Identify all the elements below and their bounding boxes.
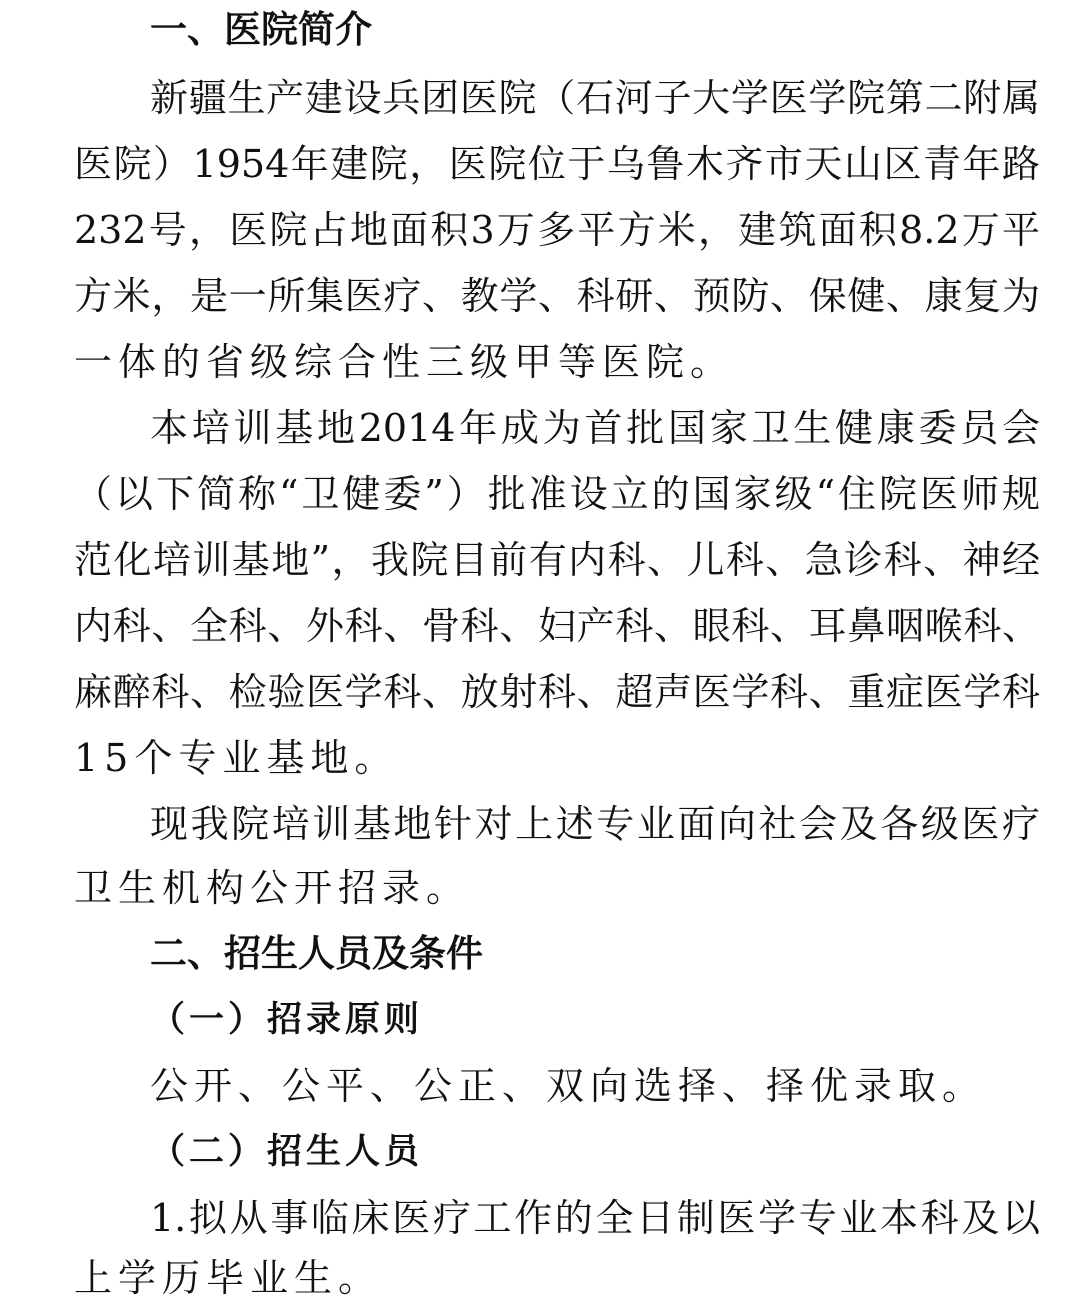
paragraph-line: 现我院培训基地针对上述专业面向社会及各级医疗 — [150, 802, 1040, 846]
paragraph-line: 卫生机构公开招录。 — [74, 866, 471, 910]
paragraph-line: 内科、全科、外科、骨科、妇产科、眼科、耳鼻咽喉科、 — [74, 604, 1040, 648]
paragraph-line: 医院）1954年建院，医院位于乌鲁木齐市天山区青年路 — [74, 142, 1040, 186]
paragraph-line: 一体的省级综合性三级甲等医院。 — [74, 340, 735, 384]
paragraph-line: 麻醉科、检验医学科、放射科、超声医学科、重症医学科 — [74, 670, 1040, 714]
subheading-principles: （一）招录原则 — [150, 999, 424, 1040]
paragraph-line: 上学历毕业生。 — [74, 1256, 383, 1300]
section-heading-hospital-intro: 一、医院简介 — [150, 8, 372, 51]
paragraph-line: 本培训基地2014年成为首批国家卫生健康委员会 — [150, 406, 1040, 450]
paragraph-line: 15个专业基地。 — [74, 736, 399, 780]
paragraph-line: 232号，医院占地面积3万多平方米，建筑面积8.2万平 — [74, 208, 1040, 252]
paragraph-line: 新疆生产建设兵团医院（石河子大学医学院第二附属 — [150, 76, 1040, 120]
paragraph-line: 1.拟从事临床医疗工作的全日制医学专业本科及以 — [150, 1196, 1040, 1240]
paragraph-line: 范化培训基地”，我院目前有内科、儿科、急诊科、神经 — [74, 538, 1040, 582]
paragraph-line: 公开、公平、公正、双向选择、择优录取。 — [150, 1064, 987, 1108]
paragraph-line: 方米，是一所集医疗、教学、科研、预防、保健、康复为 — [74, 274, 1040, 318]
paragraph-line: （以下简称“卫健委”）批准设立的国家级“住院医师规 — [74, 472, 1040, 516]
subheading-enrollees: （二）招生人员 — [150, 1131, 424, 1172]
section-heading-enrollment: 二、招生人员及条件 — [150, 932, 483, 975]
